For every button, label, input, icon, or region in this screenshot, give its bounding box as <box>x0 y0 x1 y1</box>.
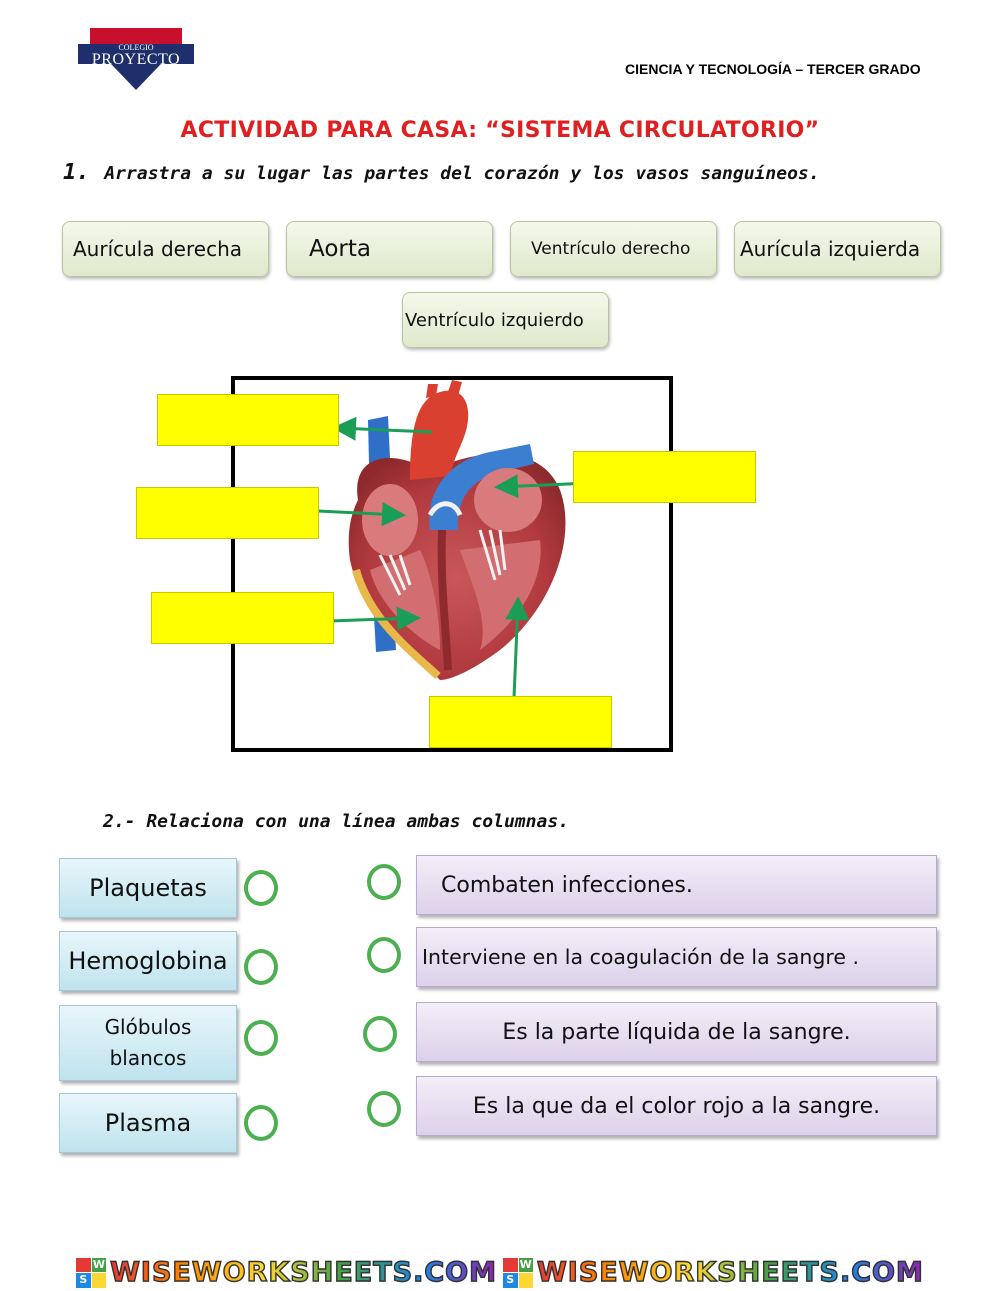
watermark-logo-letter-s: S <box>503 1273 518 1288</box>
arrow-to-aorta <box>338 428 432 432</box>
school-name-top: COLEGIO <box>118 43 154 52</box>
definition-connector-circle-4[interactable] <box>367 1091 401 1127</box>
subject-grade-header: CIENCIA Y TECNOLOGÍA – TERCER GRADO <box>625 61 921 77</box>
term-connector-circle-1[interactable] <box>244 870 278 906</box>
watermark-text: WISEWORKSHEETS.COM <box>537 1257 924 1288</box>
term-connector-circle-3[interactable] <box>244 1020 278 1056</box>
question-2-instruction: 2.- Relaciona con una línea ambas columnas. <box>103 811 569 832</box>
question-1-instruction: Arrastra a su lugar las partes del corazón y los vasos sanguíneos. <box>104 163 820 184</box>
watermark-block-2 <box>503 1257 924 1288</box>
drop-zone-right[interactable] <box>573 451 756 503</box>
drag-label-text: Aorta <box>309 236 371 262</box>
definition-parte-liquida <box>416 1002 937 1062</box>
watermark-logo-letter-w: W <box>519 1257 532 1271</box>
term-plaquetas <box>59 858 237 918</box>
arrow-to-right-ventricle <box>330 618 415 621</box>
definition-connector-circle-2[interactable] <box>367 937 401 973</box>
drag-label-text: Ventrículo derecho <box>531 239 691 259</box>
watermark-footer <box>0 1254 1000 1291</box>
definition-coagulacion <box>416 927 937 987</box>
drop-zone-bottom[interactable] <box>429 696 612 748</box>
term-label: Hemoglobina <box>68 947 228 975</box>
term-connector-circle-2[interactable] <box>244 949 278 985</box>
definition-text: Combaten infecciones. <box>441 872 693 898</box>
term-globulos-blancos <box>59 1005 237 1081</box>
term-label: Plaquetas <box>89 874 207 902</box>
definition-text: Es la que da el color rojo a la sangre. <box>472 1093 881 1119</box>
drop-zone-top-left[interactable] <box>157 394 339 446</box>
arrow-to-left-ventricle <box>514 602 518 698</box>
activity-title: ACTIVIDAD PARA CASA: “SISTEMA CIRCULATORIO” <box>180 118 820 143</box>
drag-label-text: Aurícula derecha <box>73 237 242 261</box>
drag-label-text: Ventrículo izquierdo <box>405 309 584 331</box>
term-hemoglobina <box>59 931 237 991</box>
definition-connector-circle-3[interactable] <box>363 1016 397 1052</box>
watermark-logo-letter-s: S <box>76 1273 91 1288</box>
drag-label-text: Aurícula izquierda <box>740 237 921 261</box>
watermark-logo-letter-w: W <box>92 1257 105 1271</box>
definition-text: Es la parte líquida de la sangre. <box>502 1019 851 1045</box>
watermark-logo-icon <box>76 1258 106 1288</box>
term-label: Plasma <box>104 1109 192 1137</box>
drop-zone-middle-left[interactable] <box>136 487 319 539</box>
arrow-to-right-atrium <box>318 511 400 515</box>
question-1-number: 1. <box>63 160 90 185</box>
term-connector-circle-4[interactable] <box>244 1105 278 1141</box>
definition-color-rojo <box>416 1076 937 1136</box>
school-name-main: PROYECTO <box>91 51 181 68</box>
watermark-logo-icon <box>503 1258 533 1288</box>
term-label: Glóbulos blancos <box>104 1015 192 1070</box>
watermark-block-1 <box>76 1257 497 1288</box>
definition-combaten-infecciones <box>416 855 937 915</box>
term-plasma <box>59 1093 237 1153</box>
drop-zone-lower-left[interactable] <box>151 592 334 644</box>
definition-connector-circle-1[interactable] <box>367 864 401 900</box>
definition-text: Interviene en la coagulación de la sangre . <box>422 945 860 969</box>
watermark-text: WISEWORKSHEETS.COM <box>110 1257 497 1288</box>
